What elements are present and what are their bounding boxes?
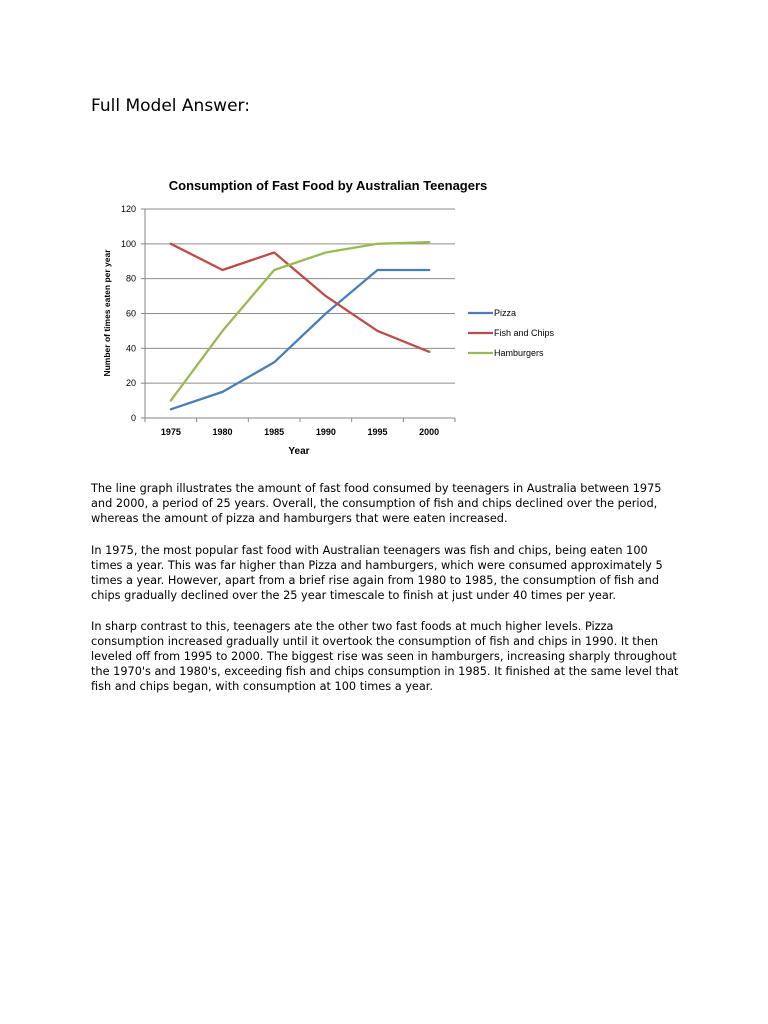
x-tick-label: 1980 (212, 427, 233, 437)
series-line-pizza (171, 270, 429, 409)
x-tick-label: 1995 (367, 427, 388, 437)
line-chart (90, 168, 610, 468)
x-tick-label: 1975 (160, 427, 181, 437)
series-line-fish-and-chips (171, 244, 429, 352)
page-heading: Full Model Answer: (91, 96, 250, 116)
y-tick-label: 60 (125, 308, 136, 319)
legend-label: Hamburgers (494, 348, 544, 358)
series-line-hamburgers (171, 242, 429, 401)
x-tick-label: 1985 (264, 427, 285, 437)
y-tick-label: 40 (125, 343, 136, 354)
chart-title: Consumption of Fast Food by Australian Teenagers (168, 178, 488, 193)
x-tick-label: 1990 (315, 427, 336, 437)
legend-label: Fish and Chips (494, 328, 555, 338)
paragraph-2: In 1975, the most popular fast food with Australian teenagers was fish and chips, being eaten 100 times a year. This was far higher than Pizza and hamburgers, which were consumed approximately 5 times a year. However, apart from a brief rise again from 1980 to 1985, the consumption of fish and chips gradually declined over the 25 year timescale to finish at just under 40 times per year. (91, 544, 663, 602)
paragraph-3: In sharp contrast to this, teenagers ate the other two fast foods at much higher levels. Pizza consumption increased gradually until it overtook the consumption of fish and chips in 1990. It then leveled off from 1995 to 2000. The biggest rise was seen in hamburgers, increasing sharply throughout the 1970's and 1980's, exceeding fish and chips consumption in 1985. It finished at the same level that fish and chips began, with consumption at 100 times a year. (91, 620, 679, 693)
chart-svg (90, 168, 610, 468)
x-tick-label: 2000 (419, 427, 440, 437)
y-tick-label: 20 (125, 378, 136, 389)
legend-label: Pizza (494, 308, 517, 318)
y-tick-label: 120 (120, 204, 136, 214)
y-tick-label: 100 (120, 238, 136, 249)
paragraph-1: The line graph illustrates the amount of fast food consumed by teenagers in Australia between 1975 and 2000, a period of 25 years. Overall, the consumption of fish and chips declined over the period, whereas the amount of pizza and hamburgers that were eaten increased. (91, 482, 662, 525)
y-tick-label: 80 (125, 273, 136, 284)
y-axis-label: Number of times eaten per year (102, 249, 112, 377)
y-tick-label: 0 (130, 413, 136, 423)
x-axis-label: Year (288, 446, 310, 457)
